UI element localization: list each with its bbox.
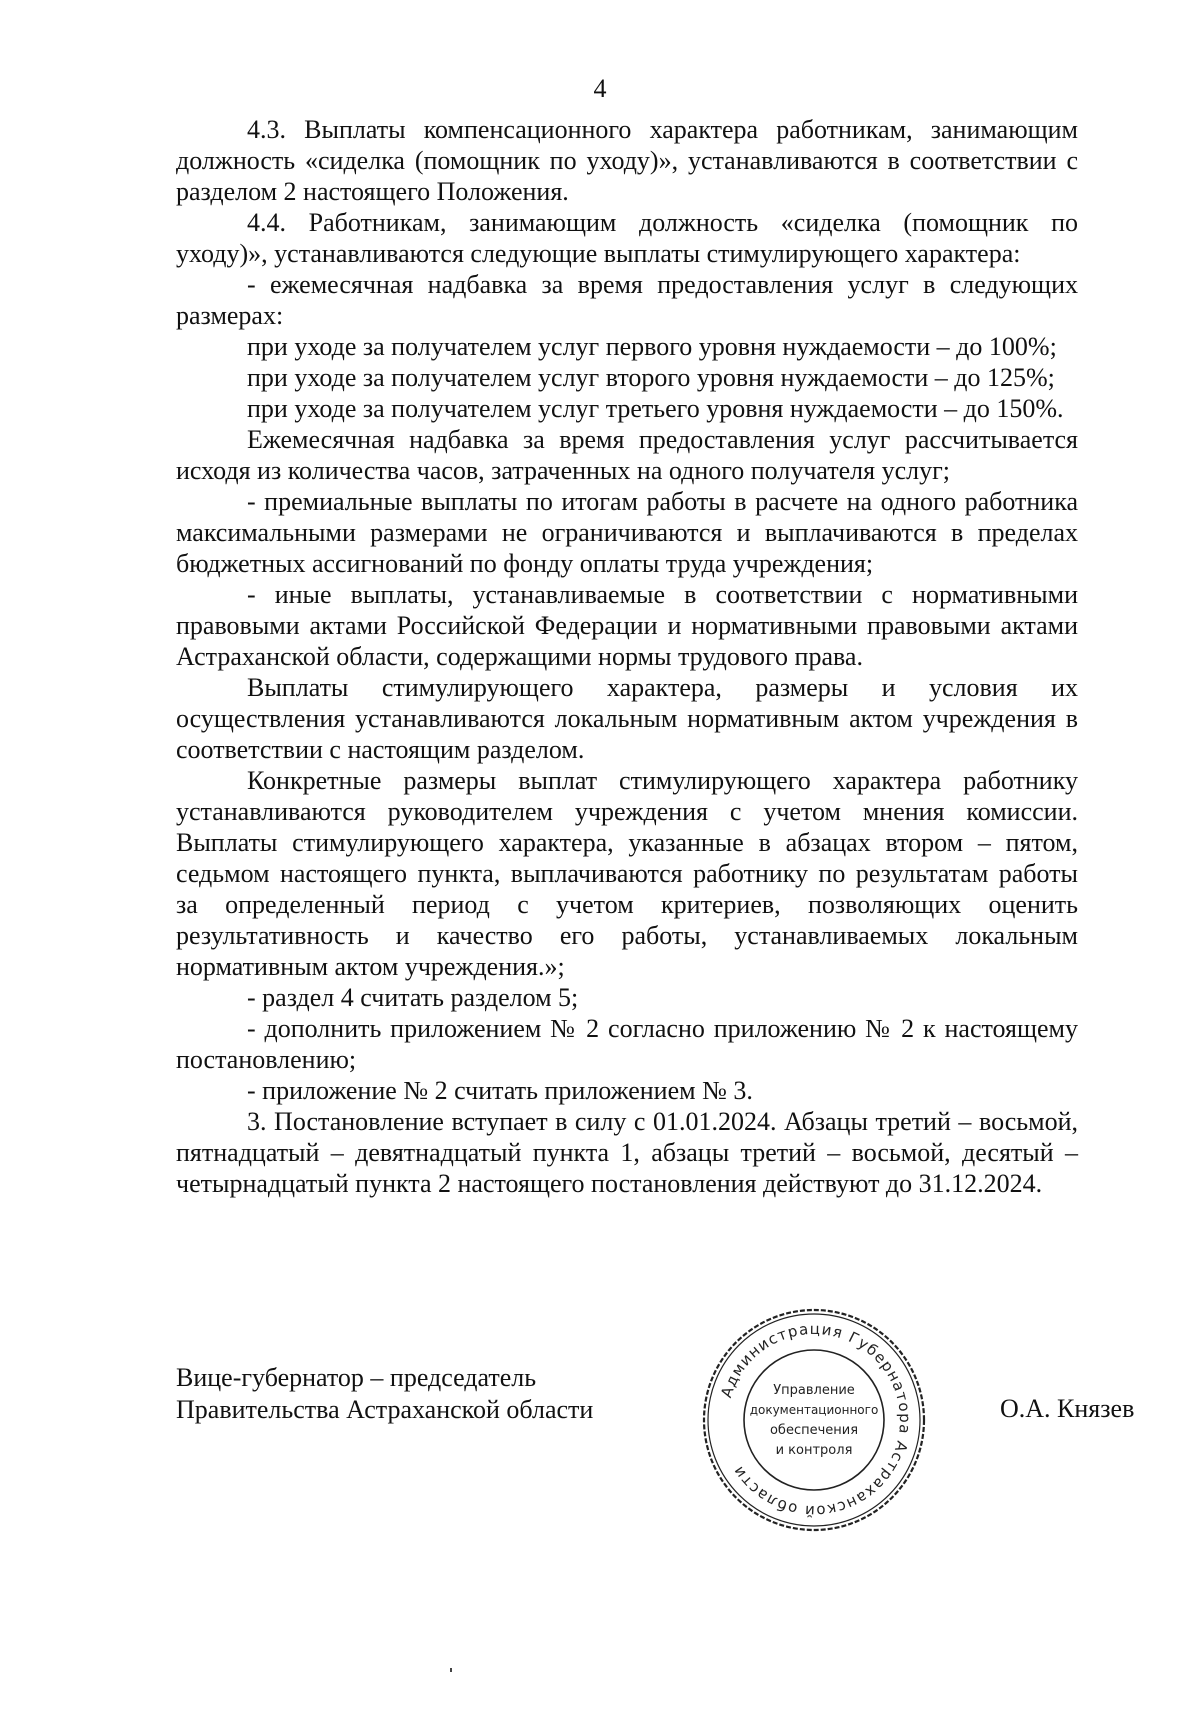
seal-outer-text: Администрация Губернатора Астраханской области (717, 1319, 915, 1521)
signatory-position-line-2: Правительства Астраханской области (176, 1395, 594, 1424)
paragraph-level-3: при уходе за получателем услуг третьего уровня нуждаемости – до 150%. (247, 394, 1064, 423)
official-seal (700, 1306, 928, 1534)
seal-inner-line-1: Управление (773, 1383, 855, 1398)
paragraph-allowance-calculation: Ежемесячная надбавка за время предоставления услуг рассчитывается исходя из количества часов, затраченных на одного получателя услуг; (176, 425, 1078, 485)
paragraph-add-appendix: - дополнить приложением № 2 согласно приложению № 2 к настоящему постановлению; (176, 1014, 1078, 1074)
paragraph-level-1: при уходе за получателем услуг первого уровня нуждаемости – до 100%; (247, 332, 1057, 361)
paragraph-effective-date: 3. Постановление вступает в силу с 01.01.2024. Абзацы третий – восьмой, пятнадцатый – девятнадцатый пункта 1, абзацы третий – восьмой, десятый – четырнадцатый пункта 2 настоящего постановления действуют до 31.12.2024. (176, 1107, 1078, 1198)
signatory-position-line-1: Вице-губернатор – председатель (176, 1363, 537, 1392)
paragraph-section-rename: - раздел 4 считать разделом 5; (247, 983, 579, 1012)
paragraph-4-3: 4.3. Выплаты компенсационного характера работникам, занимающим должность «сиделка (помощник по уходу)», устанавливаются в соответствии с разделом 2 настоящего Положения. (176, 115, 1078, 206)
signatory-name: О.А. Князев (1000, 1394, 1135, 1423)
paragraph-incentive-conditions: Выплаты стимулирующего характера, размеры и условия их осуществления устанавливаются локальным нормативным актом учреждения в соответствии с настоящим разделом. (176, 673, 1078, 764)
paragraph-monthly-allowance: - ежемесячная надбавка за время предоставления услуг в следующих размерах: (176, 270, 1078, 330)
paragraph-4-4: 4.4. Работникам, занимающим должность «сиделка (помощник по уходу)», устанавливаются следующие выплаты стимулирующего характера: (176, 208, 1078, 268)
scan-speck (450, 1668, 452, 1672)
paragraph-appendix-rename: - приложение № 2 считать приложением № 3. (247, 1076, 753, 1105)
seal-inner-line-2: документационного (749, 1403, 879, 1417)
paragraph-level-2: при уходе за получателем услуг второго уровня нуждаемости – до 125%; (247, 363, 1055, 392)
paragraph-specific-amounts: Конкретные размеры выплат стимулирующего характера работнику устанавливаются руководителем учреждения с учетом мнения комиссии. Выплаты стимулирующего характера, указанные в абзацах втором – пятом, седьмом настоящего пункта, выплачиваются работнику по результатам работы за определенный период с учетом критериев, позволяющих оценить результативность и качество его работы, устанавливаемых локальным нормативным актом учреждения.»; (176, 766, 1078, 981)
seal-inner-line-3: обеспечения (769, 1423, 859, 1438)
document-body (176, 114, 1078, 1199)
paragraph-bonus-payments: - премиальные выплаты по итогам работы в расчете на одного работника максимальными размерами не ограничиваются и выплачиваются в пределах бюджетных ассигнований по фонду оплаты труда учреждения; (176, 487, 1078, 578)
page-number: 4 (593, 74, 607, 103)
seal-inner-line-4: и контроля (775, 1443, 853, 1458)
signatory-position (176, 1362, 593, 1426)
paragraph-other-payments: - иные выплаты, устанавливаемые в соответствии с нормативными правовыми актами Российской Федерации и нормативными правовыми актами Астраханской области, содержащими нормы трудового права. (176, 580, 1078, 671)
